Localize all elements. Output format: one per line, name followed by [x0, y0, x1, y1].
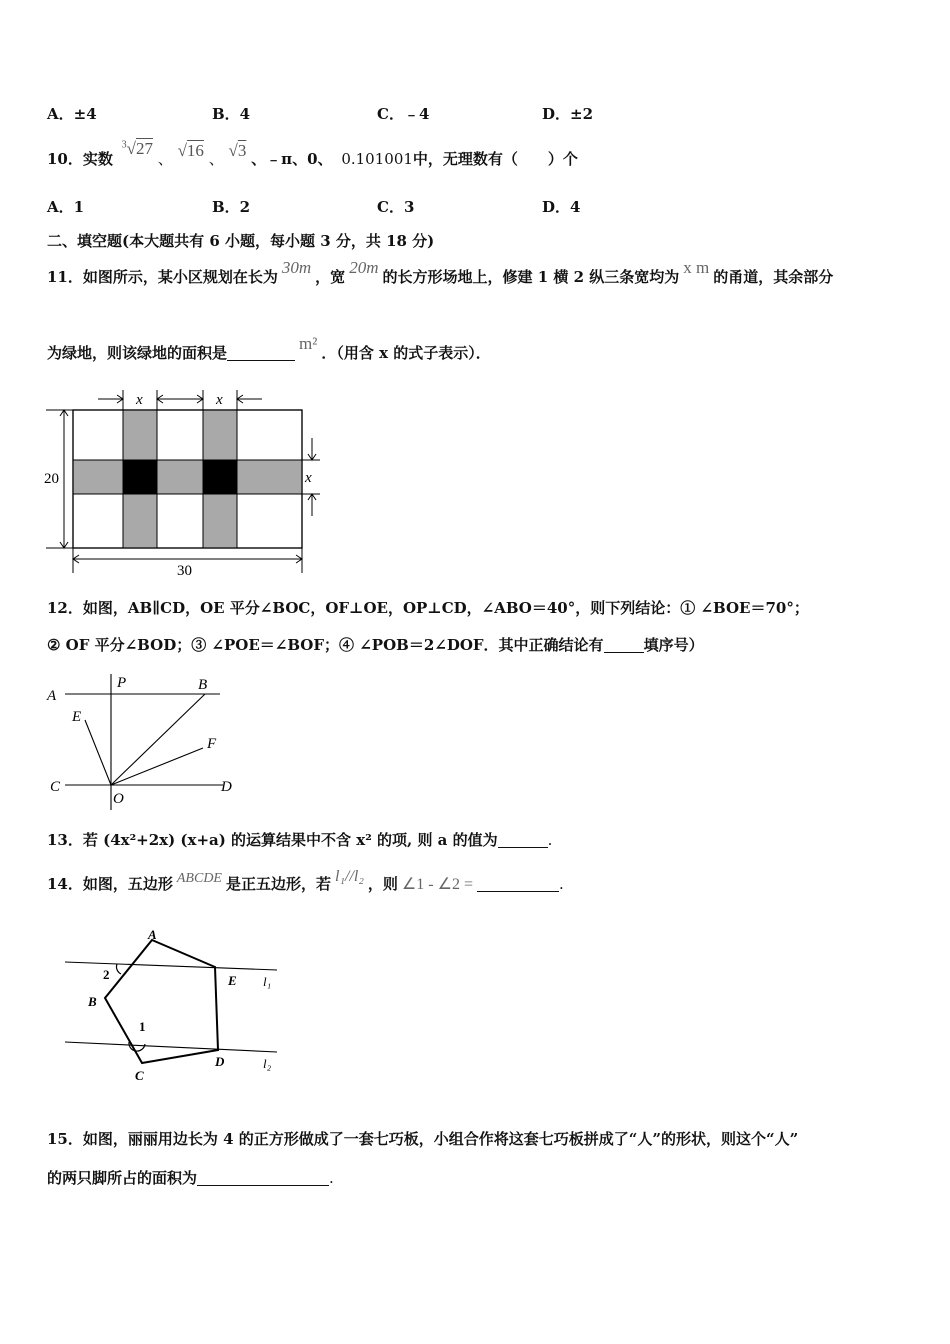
label-l1: l₁ — [263, 974, 272, 989]
q10-option-b: B．2 — [212, 198, 251, 216]
q9-option-d: D．±2 — [542, 105, 594, 123]
q9-option-b: B．4 — [212, 105, 251, 123]
label-A: A — [148, 927, 157, 942]
question-12-line1: 12．如图，AB∥CD，OE 平分∠BOC，OF⊥OE，OP⊥CD，∠ABO＝40°，则下列结论：① ∠BOE＝70°； — [47, 599, 809, 617]
q9-option-c: C．﹣4 — [377, 105, 430, 123]
label-E: E — [72, 709, 82, 725]
answer-blank[interactable] — [197, 1169, 329, 1186]
sqrt-3: √3 — [228, 141, 247, 160]
question-13: 13．若 (4x²+2x) (x+a) 的运算结果中不含 x² 的项, 则 a 的值为 . — [47, 831, 553, 849]
label-x-top-2: x — [216, 392, 223, 408]
label-F: F — [207, 736, 217, 752]
q10-option-c: C．3 — [377, 198, 415, 216]
figure-14-pentagon-diagram — [55, 920, 290, 1085]
q10-option-d: D．4 — [542, 198, 581, 216]
question-11-line1: 11．如图所示，某小区规划在长为 30m ，宽 20m 的长方形场地上，修建 1 横 2 纵三条宽均为 x m 的甬道，其余部分 — [47, 258, 834, 286]
question-11-line2: 为绿地，则该绿地的面积是 m² ．（用含 x 的式子表示）． — [47, 334, 491, 362]
label-E: E — [228, 973, 237, 988]
q10-prefix: 10．实数 — [47, 150, 113, 168]
label-A: A — [47, 688, 57, 704]
sqrt-16: √16 — [177, 141, 204, 160]
section-2-heading: 二、填空题(本大题共有 6 小题，每小题 3 分，共 18 分) — [47, 232, 435, 250]
label-D: D — [221, 779, 232, 795]
answer-blank[interactable] — [604, 636, 644, 653]
question-12-line2: ② OF 平分∠BOD；③ ∠POE＝∠BOF；④ ∠POB＝2∠DOF．其中正确结论有 填序号） — [47, 636, 704, 654]
label-l2: l₂ — [263, 1056, 272, 1071]
figure-11-field-diagram — [40, 385, 330, 580]
cube-root-27: $^3$√27 — [121, 139, 153, 158]
label-C: C — [50, 779, 61, 795]
label-O: O — [113, 791, 124, 807]
figure-12-angle-diagram — [45, 670, 245, 815]
q10-option-a: A．1 — [47, 198, 85, 216]
label-width-30: 30 — [177, 563, 192, 579]
label-angle-1: 1 — [139, 1019, 146, 1034]
label-x-right: x — [305, 470, 312, 486]
label-B: B — [88, 994, 97, 1009]
answer-blank[interactable] — [477, 875, 559, 892]
question-14: 14．如图，五边形 ABCDE 是正五边形，若 l₁//l₂ ，则 ∠1 - ∠2 = . — [47, 868, 564, 893]
label-x-top-1: x — [136, 392, 143, 408]
question-15-line2: 的两只脚所占的面积为 . — [47, 1169, 334, 1187]
label-C: C — [135, 1068, 144, 1083]
label-B: B — [198, 677, 208, 693]
label-D: D — [215, 1054, 225, 1069]
answer-blank[interactable] — [498, 831, 548, 848]
q9-option-a: A．±4 — [47, 105, 97, 123]
question-10: 10．实数 $^3$√27 、 √16 、 √3 、﹣π、0、 0.101001中，无理数有（ ）个 — [47, 139, 578, 168]
answer-blank[interactable] — [227, 344, 295, 361]
label-height-20: 20 — [44, 471, 59, 487]
label-P: P — [117, 675, 127, 691]
label-angle-2: 2 — [103, 967, 110, 982]
question-15-line1: 15．如图，丽丽用边长为 4 的正方形做成了一套七巧板，小组合作将这套七巧板拼成了“人”的形状，则这个“人” — [47, 1130, 799, 1148]
